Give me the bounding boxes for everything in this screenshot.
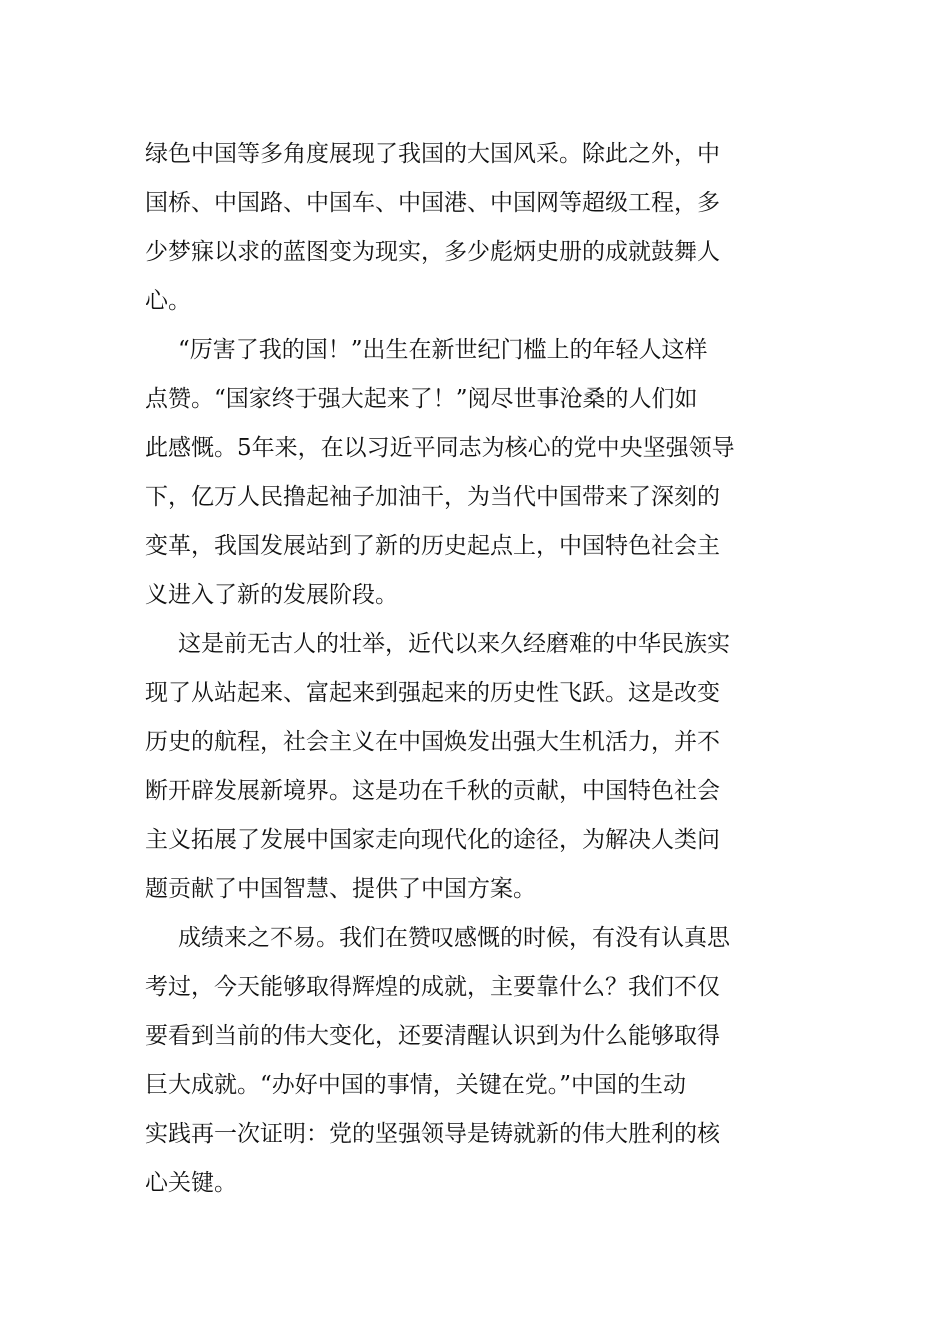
text-line: 断开辟发展新境界。这是功在千秋的贡献，中国特色社会 — [145, 778, 720, 804]
text-line: 实践再一次证明：党的坚强领导是铸就新的伟大胜利的核 — [145, 1121, 720, 1147]
text-line: 变革，我国发展站到了新的历史起点上，中国特色社会主 — [145, 533, 720, 559]
text-line: 历史的航程，社会主义在中国焕发出强大生机活力，并不 — [145, 729, 720, 755]
text-line: 此感慨。5年来，在以习近平同志为核心的党中央坚强领导 — [145, 435, 735, 461]
text-line: 心。 — [145, 288, 191, 314]
text-line: 点赞。“国家终于强大起来了！”阅尽世事沧桑的人们如 — [145, 386, 698, 412]
paragraph-first-line: “厉害了我的国！”出生在新世纪门槛上的年轻人这样 — [178, 337, 708, 363]
text-line: 国桥、中国路、中国车、中国港、中国网等超级工程，多 — [145, 190, 720, 216]
text-line: 考过，今天能够取得辉煌的成就，主要靠什么？我们不仅 — [145, 974, 720, 1000]
text-line: 题贡献了中国智慧、提供了中国方案。 — [145, 876, 536, 902]
text-line: 心关键。 — [145, 1170, 237, 1196]
text-line: 少梦寐以求的蓝图变为现实，多少彪炳史册的成就鼓舞人 — [145, 239, 720, 265]
text-line: 要看到当前的伟大变化，还要清醒认识到为什么能够取得 — [145, 1023, 720, 1049]
text-line: 下，亿万人民撸起袖子加油干，为当代中国带来了深刻的 — [145, 484, 720, 510]
paragraph-first-line: 成绩来之不易。我们在赞叹感慨的时候，有没有认真思 — [178, 925, 730, 951]
text-line: 巨大成就。“办好中国的事情，关键在党。”中国的生动 — [145, 1072, 687, 1098]
text-line: 绿色中国等多角度展现了我国的大国风采。除此之外，中 — [145, 141, 720, 167]
text-line: 现了从站起来、富起来到强起来的历史性飞跃。这是改变 — [145, 680, 720, 706]
paragraph-first-line: 这是前无古人的壮举，近代以来久经磨难的中华民族实 — [178, 631, 730, 657]
text-line: 主义拓展了发展中国家走向现代化的途径，为解决人类问 — [145, 827, 720, 853]
text-line: 义进入了新的发展阶段。 — [145, 582, 398, 608]
